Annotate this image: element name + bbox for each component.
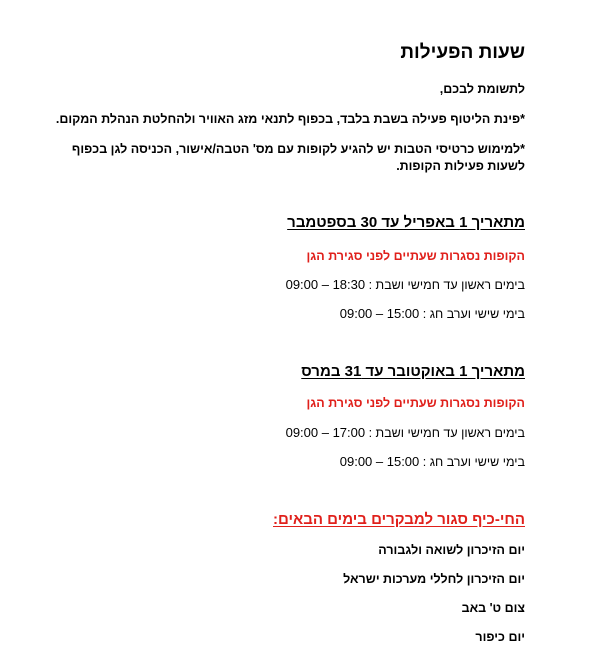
summer-season-heading: מתאריך 1 באפריל עד 30 בספטמבר <box>287 214 525 231</box>
summer-hours-row-weekdays <box>286 277 525 292</box>
winter-weekdays-label: בימים ראשון עד חמישי ושבת : <box>368 426 525 440</box>
winter-friday-hours: 09:00 – 15:00 <box>339 454 420 469</box>
summer-weekdays-hours: 09:00 – 18:30 <box>285 277 366 292</box>
page-title: שעות הפעילות <box>400 42 525 63</box>
closed-day-item: יום כיפור <box>475 630 525 644</box>
winter-cashier-note: הקופות נסגרות שעתיים לפני סגירת הגן <box>306 396 525 410</box>
winter-hours-row-friday <box>340 454 525 469</box>
closed-day-item: צום ט' באב <box>461 601 525 615</box>
winter-hours-row-weekdays <box>286 425 525 440</box>
benefit-cards-note-line1: *למימוש כרטיסי הטבות יש להגיע לקופות עם מס' הטבה/אישור, הכניסה לגן בכפוף <box>71 142 525 156</box>
summer-cashier-note: הקופות נסגרות שעתיים לפני סגירת הגן <box>306 249 525 263</box>
closed-days-heading: החי-כיף סגור למבקרים בימים הבאים: <box>273 511 525 528</box>
benefit-cards-note <box>72 141 525 175</box>
closed-day-item: יום הזיכרון לשואה ולגבורה <box>378 543 525 557</box>
petting-corner-note: *פינת הליטוף פעילה בשבת בלבד, בכפוף לתנאי מזג האוויר ולהחלטת הנהלת המקום. <box>55 112 525 126</box>
attention-line: לתשומת לבכם, <box>439 82 525 96</box>
benefit-cards-note-line2: לשעות פעילות הקופות. <box>396 159 525 173</box>
summer-friday-label: בימי שישי וערב חג : <box>422 307 525 321</box>
closed-day-item: יום הזיכרון לחללי מערכות ישראל <box>343 572 525 586</box>
summer-hours-row-friday <box>340 306 525 321</box>
summer-weekdays-label: בימים ראשון עד חמישי ושבת : <box>368 278 525 292</box>
winter-friday-label: בימי שישי וערב חג : <box>422 455 525 469</box>
winter-season-heading: מתאריך 1 באוקטובר עד 31 במרס <box>301 363 525 380</box>
winter-weekdays-hours: 09:00 – 17:00 <box>285 425 366 440</box>
summer-friday-hours: 09:00 – 15:00 <box>339 306 420 321</box>
